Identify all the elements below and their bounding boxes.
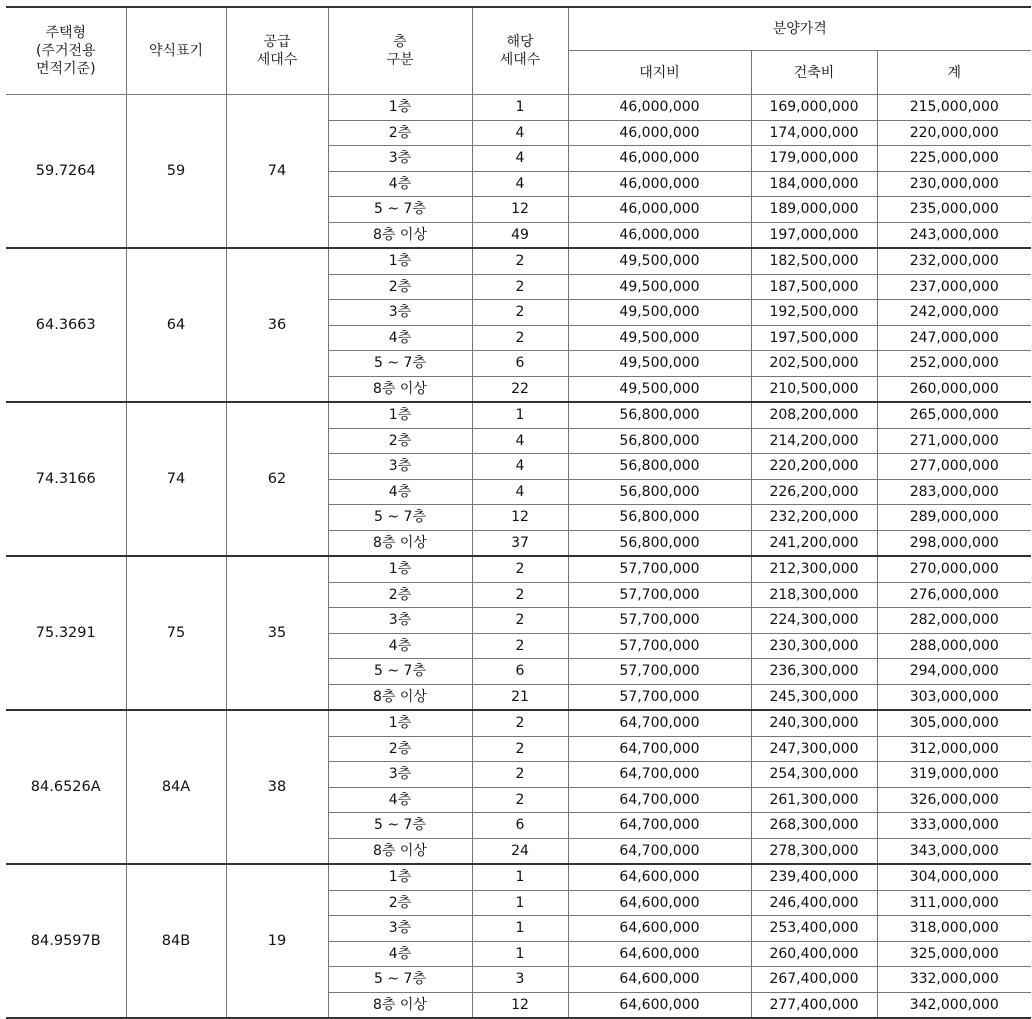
build-cost-cell: 174,000,000 [751,120,877,146]
floor-cell: 3층 [328,300,472,326]
land-cost-cell: 46,000,000 [568,95,751,121]
land-cost-cell: 64,600,000 [568,916,751,942]
housing-type-cell: 59.7264 [6,95,126,249]
floor-cell: 5 ~ 7층 [328,505,472,531]
land-cost-cell: 56,800,000 [568,530,751,556]
floor-cell: 4층 [328,633,472,659]
units-cell: 2 [472,762,568,788]
build-cost-cell: 277,400,000 [751,992,877,1018]
land-cost-cell: 49,500,000 [568,248,751,274]
total-price-cell: 333,000,000 [877,813,1031,839]
units-cell: 1 [472,402,568,428]
table-row [6,248,1031,274]
housing-type-cell: 75.3291 [6,556,126,710]
total-price-cell: 252,000,000 [877,351,1031,377]
total-price-cell: 247,000,000 [877,325,1031,351]
floor-cell: 4층 [328,941,472,967]
total-price-cell: 298,000,000 [877,530,1031,556]
units-cell: 37 [472,530,568,556]
header-sale-price: 분양가격 [568,7,1031,51]
build-cost-cell: 224,300,000 [751,608,877,634]
total-price-cell: 232,000,000 [877,248,1031,274]
units-cell: 1 [472,941,568,967]
floor-cell: 8층 이상 [328,376,472,402]
units-cell: 12 [472,197,568,223]
land-cost-cell: 64,600,000 [568,890,751,916]
land-cost-cell: 57,700,000 [568,659,751,685]
units-cell: 2 [472,300,568,326]
floor-cell: 2층 [328,890,472,916]
build-cost-cell: 197,500,000 [751,325,877,351]
units-cell: 6 [472,659,568,685]
housing-type-cell: 84.9597B [6,864,126,1018]
land-cost-cell: 57,700,000 [568,684,751,710]
units-cell: 21 [472,684,568,710]
floor-cell: 3층 [328,762,472,788]
land-cost-cell: 49,500,000 [568,376,751,402]
units-cell: 1 [472,864,568,890]
total-price-cell: 318,000,000 [877,916,1031,942]
build-cost-cell: 179,000,000 [751,146,877,172]
units-cell: 6 [472,351,568,377]
units-cell: 2 [472,556,568,582]
header-supply-units: 공급 세대수 [226,7,328,95]
units-cell: 2 [472,710,568,736]
floor-cell: 1층 [328,710,472,736]
build-cost-cell: 254,300,000 [751,762,877,788]
floor-cell: 8층 이상 [328,684,472,710]
total-price-cell: 282,000,000 [877,608,1031,634]
land-cost-cell: 56,800,000 [568,428,751,454]
units-cell: 2 [472,608,568,634]
units-cell: 1 [472,916,568,942]
floor-cell: 3층 [328,608,472,634]
total-price-cell: 326,000,000 [877,787,1031,813]
land-cost-cell: 64,600,000 [568,864,751,890]
total-price-cell: 243,000,000 [877,222,1031,248]
floor-cell: 4층 [328,171,472,197]
header-total: 계 [877,51,1031,95]
table-row [6,95,1031,121]
total-price-cell: 230,000,000 [877,171,1031,197]
units-cell: 1 [472,890,568,916]
build-cost-cell: 239,400,000 [751,864,877,890]
land-cost-cell: 64,700,000 [568,710,751,736]
floor-cell: 5 ~ 7층 [328,197,472,223]
land-cost-cell: 64,600,000 [568,941,751,967]
supply-units-cell: 38 [226,710,328,864]
table-header [6,7,1031,95]
build-cost-cell: 220,200,000 [751,454,877,480]
header-housing-type: 주택형 (주거전용 면적기준) [6,7,126,95]
land-cost-cell: 46,000,000 [568,197,751,223]
floor-cell: 2층 [328,428,472,454]
floor-cell: 5 ~ 7층 [328,659,472,685]
housing-type-cell: 84.6526A [6,710,126,864]
units-cell: 2 [472,787,568,813]
build-cost-cell: 184,000,000 [751,171,877,197]
build-cost-cell: 278,300,000 [751,838,877,864]
land-cost-cell: 56,800,000 [568,479,751,505]
floor-cell: 4층 [328,787,472,813]
units-cell: 4 [472,171,568,197]
housing-type-cell: 74.3166 [6,402,126,556]
land-cost-cell: 64,600,000 [568,992,751,1018]
units-cell: 4 [472,146,568,172]
total-price-cell: 342,000,000 [877,992,1031,1018]
table-body [6,95,1031,1019]
build-cost-cell: 187,500,000 [751,274,877,300]
table-row [6,556,1031,582]
land-cost-cell: 57,700,000 [568,633,751,659]
units-cell: 3 [472,967,568,993]
floor-cell: 8층 이상 [328,838,472,864]
total-price-cell: 343,000,000 [877,838,1031,864]
land-cost-cell: 49,500,000 [568,325,751,351]
total-price-cell: 277,000,000 [877,454,1031,480]
header-land-cost: 대지비 [568,51,751,95]
land-cost-cell: 46,000,000 [568,146,751,172]
land-cost-cell: 57,700,000 [568,582,751,608]
floor-cell: 3층 [328,146,472,172]
build-cost-cell: 202,500,000 [751,351,877,377]
build-cost-cell: 253,400,000 [751,916,877,942]
total-price-cell: 276,000,000 [877,582,1031,608]
build-cost-cell: 260,400,000 [751,941,877,967]
units-cell: 4 [472,454,568,480]
header-abbreviation: 약식표기 [126,7,226,95]
build-cost-cell: 236,300,000 [751,659,877,685]
total-price-cell: 242,000,000 [877,300,1031,326]
floor-cell: 1층 [328,864,472,890]
total-price-cell: 311,000,000 [877,890,1031,916]
floor-cell: 3층 [328,916,472,942]
abbreviation-cell: 64 [126,248,226,402]
floor-cell: 8층 이상 [328,530,472,556]
units-cell: 12 [472,992,568,1018]
floor-cell: 2층 [328,582,472,608]
build-cost-cell: 247,300,000 [751,736,877,762]
land-cost-cell: 49,500,000 [568,351,751,377]
build-cost-cell: 189,000,000 [751,197,877,223]
header-build-cost: 건축비 [751,51,877,95]
header-floor: 층 구분 [328,7,472,95]
supply-units-cell: 19 [226,864,328,1018]
land-cost-cell: 64,600,000 [568,967,751,993]
table-row [6,402,1031,428]
land-cost-cell: 64,700,000 [568,787,751,813]
total-price-cell: 270,000,000 [877,556,1031,582]
supply-units-cell: 35 [226,556,328,710]
build-cost-cell: 268,300,000 [751,813,877,839]
build-cost-cell: 169,000,000 [751,95,877,121]
land-cost-cell: 56,800,000 [568,505,751,531]
floor-cell: 3층 [328,454,472,480]
header-units: 해당 세대수 [472,7,568,95]
build-cost-cell: 245,300,000 [751,684,877,710]
units-cell: 2 [472,274,568,300]
total-price-cell: 319,000,000 [877,762,1031,788]
units-cell: 12 [472,505,568,531]
land-cost-cell: 64,700,000 [568,762,751,788]
land-cost-cell: 46,000,000 [568,222,751,248]
floor-cell: 2층 [328,120,472,146]
units-cell: 2 [472,582,568,608]
floor-cell: 8층 이상 [328,222,472,248]
build-cost-cell: 192,500,000 [751,300,877,326]
total-price-cell: 294,000,000 [877,659,1031,685]
build-cost-cell: 208,200,000 [751,402,877,428]
price-table [6,6,1031,1019]
floor-cell: 8층 이상 [328,992,472,1018]
units-cell: 24 [472,838,568,864]
land-cost-cell: 64,700,000 [568,838,751,864]
total-price-cell: 265,000,000 [877,402,1031,428]
total-price-cell: 288,000,000 [877,633,1031,659]
floor-cell: 2층 [328,274,472,300]
abbreviation-cell: 84B [126,864,226,1018]
floor-cell: 2층 [328,736,472,762]
land-cost-cell: 64,700,000 [568,813,751,839]
build-cost-cell: 230,300,000 [751,633,877,659]
total-price-cell: 237,000,000 [877,274,1031,300]
build-cost-cell: 240,300,000 [751,710,877,736]
floor-cell: 1층 [328,402,472,428]
total-price-cell: 305,000,000 [877,710,1031,736]
units-cell: 49 [472,222,568,248]
land-cost-cell: 56,800,000 [568,454,751,480]
floor-cell: 5 ~ 7층 [328,351,472,377]
floor-cell: 1층 [328,248,472,274]
units-cell: 1 [472,95,568,121]
total-price-cell: 312,000,000 [877,736,1031,762]
land-cost-cell: 57,700,000 [568,556,751,582]
build-cost-cell: 197,000,000 [751,222,877,248]
build-cost-cell: 226,200,000 [751,479,877,505]
build-cost-cell: 210,500,000 [751,376,877,402]
supply-units-cell: 36 [226,248,328,402]
abbreviation-cell: 74 [126,402,226,556]
total-price-cell: 289,000,000 [877,505,1031,531]
land-cost-cell: 49,500,000 [568,300,751,326]
units-cell: 6 [472,813,568,839]
land-cost-cell: 46,000,000 [568,120,751,146]
total-price-cell: 235,000,000 [877,197,1031,223]
floor-cell: 1층 [328,556,472,582]
floor-cell: 4층 [328,479,472,505]
land-cost-cell: 46,000,000 [568,171,751,197]
units-cell: 22 [472,376,568,402]
total-price-cell: 271,000,000 [877,428,1031,454]
units-cell: 2 [472,325,568,351]
build-cost-cell: 241,200,000 [751,530,877,556]
build-cost-cell: 267,400,000 [751,967,877,993]
abbreviation-cell: 59 [126,95,226,249]
total-price-cell: 332,000,000 [877,967,1031,993]
build-cost-cell: 182,500,000 [751,248,877,274]
build-cost-cell: 246,400,000 [751,890,877,916]
land-cost-cell: 49,500,000 [568,274,751,300]
abbreviation-cell: 75 [126,556,226,710]
units-cell: 2 [472,633,568,659]
build-cost-cell: 218,300,000 [751,582,877,608]
units-cell: 4 [472,428,568,454]
build-cost-cell: 261,300,000 [751,787,877,813]
housing-type-cell: 64.3663 [6,248,126,402]
build-cost-cell: 212,300,000 [751,556,877,582]
abbreviation-cell: 84A [126,710,226,864]
units-cell: 4 [472,479,568,505]
units-cell: 2 [472,736,568,762]
total-price-cell: 325,000,000 [877,941,1031,967]
supply-units-cell: 62 [226,402,328,556]
floor-cell: 5 ~ 7층 [328,967,472,993]
total-price-cell: 220,000,000 [877,120,1031,146]
table-row [6,710,1031,736]
supply-units-cell: 74 [226,95,328,249]
units-cell: 4 [472,120,568,146]
land-cost-cell: 64,700,000 [568,736,751,762]
build-cost-cell: 232,200,000 [751,505,877,531]
table-row [6,864,1031,890]
build-cost-cell: 214,200,000 [751,428,877,454]
total-price-cell: 225,000,000 [877,146,1031,172]
units-cell: 2 [472,248,568,274]
floor-cell: 1층 [328,95,472,121]
floor-cell: 4층 [328,325,472,351]
land-cost-cell: 57,700,000 [568,608,751,634]
total-price-cell: 260,000,000 [877,376,1031,402]
total-price-cell: 283,000,000 [877,479,1031,505]
total-price-cell: 304,000,000 [877,864,1031,890]
total-price-cell: 215,000,000 [877,95,1031,121]
floor-cell: 5 ~ 7층 [328,813,472,839]
total-price-cell: 303,000,000 [877,684,1031,710]
land-cost-cell: 56,800,000 [568,402,751,428]
